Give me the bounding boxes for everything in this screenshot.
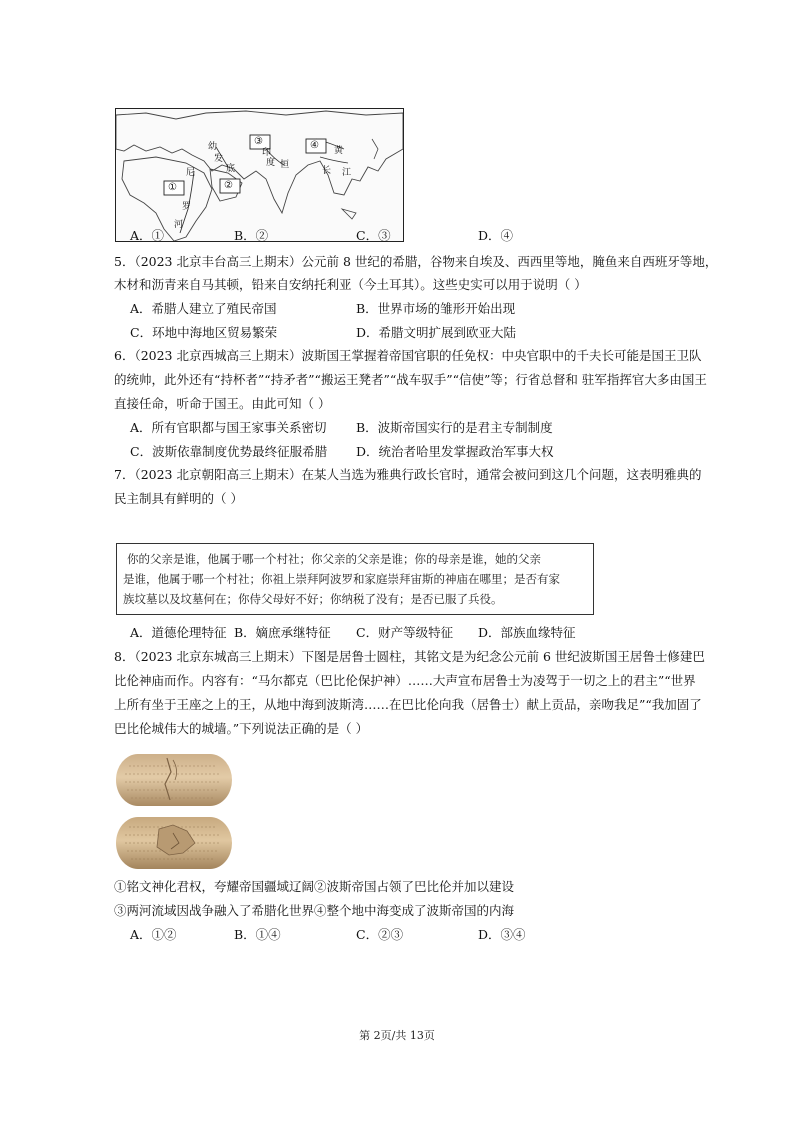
map-label-chang: 长 — [322, 166, 332, 176]
q8-stem-line-3: 上所有坐于王座之上的王，从地中海到波斯湾……在巴比伦向我（居鲁士）献上贡品，亲吻我足”“我加固了 — [114, 697, 702, 712]
q7-option-d: D．部族血缘特征 — [478, 625, 576, 640]
map-label-2: ② — [224, 180, 233, 191]
map-label-yin: 印 — [262, 148, 272, 158]
q4-option-a: A．① — [130, 228, 165, 243]
q7-quote-line-1: 你的父亲是谁，他属于哪一个村社；你父亲的父亲是谁；你的母亲是谁，她的父亲 — [127, 552, 541, 566]
q8-stem-line-1: 8．（2023 北京东城高三上期末）下图是居鲁士圆柱，其铭文是为纪念公元前 6 世纪波斯国王居鲁士修建巴 — [114, 649, 705, 664]
q8-stem-line-2: 比伦神庙而作。内容有：“马尔都克（巴比伦保护神）……大声宣布居鲁士为凌驾于一切之上的君主”“世界 — [114, 673, 696, 688]
q6-option-c: C．波斯依靠制度优势最终征服希腊 — [130, 444, 328, 459]
q5-option-c: C．环地中海地区贸易繁荣 — [130, 325, 278, 340]
q7-option-b: B．嫡庶承继特征 — [234, 625, 331, 640]
map-label-4: ④ — [310, 140, 319, 151]
q5-option-b: B．世界市场的雏形开始出现 — [356, 301, 516, 316]
map-label-heng: 恒 — [280, 160, 290, 170]
q7-quote-line-3: 族坟墓以及坟墓何在；你侍父母好不好；你纳税了没有；是否已服了兵役。 — [123, 592, 503, 606]
q6-option-b: B．波斯帝国实行的是君主专制制度 — [356, 420, 553, 435]
q7-quote-box — [116, 543, 594, 615]
q5-option-a: A．希腊人建立了殖民帝国 — [130, 301, 277, 316]
q8-statements-line-2: ③两河流域因战争融入了希腊化世界④整个地中海变成了波斯帝国的内海 — [114, 903, 515, 918]
q7-stem-line-2: 民主制具有鲜明的（ ） — [114, 491, 243, 506]
q4-option-c: C．③ — [356, 228, 391, 243]
q8-option-d: D．③④ — [478, 927, 526, 942]
map-label-he: 河 — [174, 220, 184, 230]
map-label-huang: 黄 — [334, 146, 344, 156]
q8-statements-line-1: ①铭文神化君权，夸耀帝国疆域辽阔②波斯帝国占领了巴比伦并加以建设 — [114, 879, 515, 894]
page-footer: 第 2页/共 13页 — [359, 1029, 435, 1042]
map-label-3: ③ — [254, 136, 263, 147]
cyrus-cylinder-photo-bottom — [113, 813, 235, 873]
q8-stem-line-4: 巴比伦城伟大的城墙。”下列说法正确的是（ ） — [114, 721, 369, 736]
map-label-fa: 发 — [214, 154, 224, 164]
map-label-jiang: 江 — [342, 168, 352, 178]
q8-option-c: C．②③ — [356, 927, 404, 942]
map-label-luo: 罗 — [182, 202, 192, 212]
cyrus-cylinder-photo-top — [113, 750, 235, 810]
q5-stem-line-1: 5．（2023 北京丰台高三上期末）公元前 8 世纪的希腊，谷物来自埃及、西西里等地，腌鱼来自西班牙等地， — [114, 254, 718, 269]
map-label-ni: 尼 — [186, 168, 196, 178]
map-figure — [115, 108, 404, 242]
map-label-1: ① — [168, 182, 177, 193]
q6-option-d: D．统治者哈里发掌握政治军事大权 — [356, 444, 554, 459]
q7-option-a: A．道德伦理特征 — [130, 625, 227, 640]
map-label-di: 底 — [226, 164, 236, 174]
q7-option-c: C．财产等级特征 — [356, 625, 454, 640]
q5-option-d: D．希腊文明扩展到欧亚大陆 — [356, 325, 517, 340]
q6-stem-line-2: 的统帅，此外还有“持杯者”“持矛者”“搬运王凳者”“战车驭手”“信使”等；行省总督和 驻军指挥官大多由国王 — [114, 372, 707, 387]
q7-stem-line-1: 7．（2023 北京朝阳高三上期末）在某人当选为雅典行政长官时，通常会被问到这几个问题，这表明雅典的 — [114, 467, 702, 482]
map-label-you: 幼 — [208, 142, 218, 152]
q8-option-b: B．①④ — [234, 927, 281, 942]
q6-stem-line-1: 6．（2023 北京西城高三上期末）波斯国王掌握着帝国官职的任免权：中央官职中的千夫长可能是国王卫队 — [114, 348, 702, 363]
q5-stem-line-2: 木材和沥青来自马其顿，铅来自安纳托利亚（今土耳其）。这些史实可以用于说明（ ） — [114, 277, 587, 292]
q4-option-d: D．④ — [478, 228, 514, 243]
q6-option-a: A．所有官职都与国王家事关系密切 — [130, 420, 327, 435]
q6-stem-line-3: 直接任命，听命于国王。由此可知（ ） — [114, 396, 331, 411]
q4-option-b: B．② — [234, 228, 269, 243]
map-label-du: 度 — [266, 158, 276, 168]
map-drawing — [116, 109, 403, 241]
q8-option-a: A．①② — [130, 927, 177, 942]
q7-quote-line-2: 是谁，他属于哪一个村社；你祖上崇拜阿波罗和家庭崇拜宙斯的神庙在哪里；是否有家 — [123, 572, 560, 586]
